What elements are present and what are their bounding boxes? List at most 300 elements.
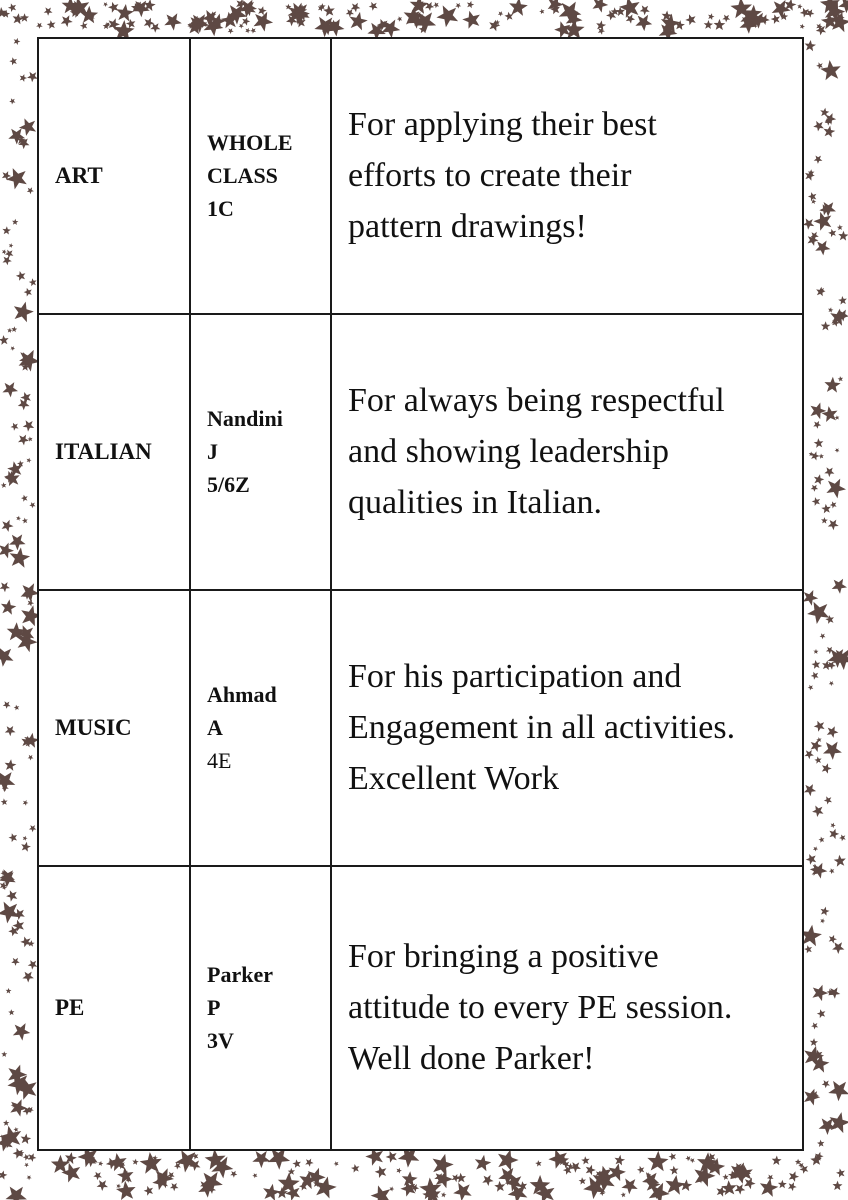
star-icon bbox=[3, 256, 12, 265]
star-icon bbox=[822, 1080, 830, 1088]
student-cell bbox=[190, 38, 331, 314]
star-icon bbox=[621, 1192, 626, 1197]
reason-line: Well done Parker! bbox=[348, 1040, 595, 1078]
star-icon bbox=[19, 118, 36, 135]
star-icon bbox=[144, 1186, 153, 1196]
star-icon bbox=[803, 590, 818, 606]
star-icon bbox=[351, 3, 361, 13]
star-icon bbox=[371, 1185, 391, 1200]
star-icon bbox=[5, 726, 16, 736]
star-icon bbox=[117, 1167, 134, 1183]
star-icon bbox=[8, 1009, 14, 1015]
star-icon bbox=[381, 20, 400, 39]
star-icon bbox=[824, 467, 834, 477]
star-icon bbox=[820, 60, 841, 80]
student-class: 4E bbox=[207, 748, 232, 774]
star-icon bbox=[817, 1140, 824, 1147]
star-icon bbox=[824, 126, 836, 138]
student-name: Ahmad bbox=[207, 682, 277, 708]
star-icon bbox=[29, 825, 37, 832]
subject-cell bbox=[38, 590, 190, 866]
student-initial: CLASS bbox=[207, 163, 278, 189]
star-icon bbox=[811, 740, 823, 752]
star-icon bbox=[14, 909, 25, 920]
star-icon bbox=[813, 121, 824, 131]
star-icon bbox=[268, 1148, 290, 1170]
star-icon bbox=[821, 321, 831, 330]
star-icon bbox=[669, 1153, 677, 1161]
star-icon bbox=[828, 229, 836, 237]
table-row bbox=[38, 38, 803, 314]
star-icon bbox=[838, 296, 847, 305]
star-icon bbox=[821, 517, 828, 524]
star-icon bbox=[829, 681, 834, 686]
table-row bbox=[38, 314, 803, 590]
star-icon bbox=[797, 4, 802, 9]
star-icon bbox=[833, 1181, 843, 1191]
star-icon bbox=[807, 602, 829, 624]
star-icon bbox=[830, 1112, 848, 1133]
star-icon bbox=[6, 890, 17, 901]
star-icon bbox=[5, 250, 14, 259]
star-icon bbox=[834, 855, 846, 867]
star-icon bbox=[817, 1009, 826, 1018]
star-icon bbox=[228, 28, 234, 34]
student-initial: P bbox=[207, 995, 221, 1021]
star-icon bbox=[535, 1160, 542, 1167]
subject-label: ITALIAN bbox=[55, 438, 152, 464]
star-icon bbox=[722, 15, 730, 23]
star-icon bbox=[814, 156, 823, 164]
star-icon bbox=[18, 399, 30, 410]
star-icon bbox=[735, 1184, 746, 1195]
star-icon bbox=[0, 647, 14, 666]
star-icon bbox=[800, 24, 805, 29]
star-icon bbox=[16, 271, 26, 281]
star-icon bbox=[441, 1192, 446, 1198]
star-icon bbox=[808, 192, 817, 201]
star-icon bbox=[27, 187, 34, 194]
star-icon bbox=[820, 633, 826, 639]
star-icon bbox=[44, 7, 53, 15]
star-icon bbox=[21, 842, 31, 852]
star-icon bbox=[14, 38, 21, 45]
star-icon bbox=[61, 15, 73, 27]
star-icon bbox=[14, 302, 34, 323]
star-icon bbox=[0, 1171, 7, 1180]
star-icon bbox=[596, 20, 606, 30]
star-icon bbox=[6, 988, 12, 994]
star-icon bbox=[690, 1158, 695, 1163]
star-icon bbox=[836, 1168, 845, 1177]
star-icon bbox=[708, 13, 714, 20]
star-icon bbox=[0, 582, 10, 592]
star-icon bbox=[27, 458, 32, 463]
star-icon bbox=[498, 11, 503, 16]
star-icon bbox=[350, 12, 368, 31]
star-icon bbox=[0, 543, 14, 559]
reason-line: For his participation and bbox=[348, 658, 682, 696]
subject-cell bbox=[38, 866, 190, 1150]
student-class: 3V bbox=[207, 1028, 234, 1054]
star-icon bbox=[11, 423, 19, 431]
star-icon bbox=[24, 288, 32, 297]
star-icon bbox=[810, 1038, 818, 1046]
star-icon bbox=[482, 1175, 493, 1186]
star-icon bbox=[830, 501, 837, 508]
star-icon bbox=[375, 1166, 387, 1178]
star-icon bbox=[21, 495, 28, 502]
reason-cell bbox=[331, 314, 803, 590]
star-icon bbox=[621, 1178, 637, 1194]
star-icon bbox=[23, 420, 35, 431]
star-icon bbox=[8, 3, 16, 12]
star-icon bbox=[760, 1178, 778, 1197]
reason-line: pattern drawings! bbox=[348, 208, 587, 246]
star-icon bbox=[29, 278, 37, 286]
star-icon bbox=[789, 1171, 799, 1182]
table-row bbox=[38, 866, 803, 1150]
star-icon bbox=[814, 756, 821, 763]
star-icon bbox=[9, 243, 14, 248]
star-icon bbox=[1, 1051, 7, 1057]
star-icon bbox=[97, 1180, 108, 1191]
star-icon bbox=[812, 660, 821, 669]
star-icon bbox=[20, 74, 27, 82]
star-icon bbox=[239, 24, 244, 29]
student-initial: J bbox=[207, 439, 218, 465]
star-icon bbox=[436, 5, 458, 27]
star-icon bbox=[0, 772, 15, 793]
table-row bbox=[38, 590, 803, 866]
star-icon bbox=[581, 1156, 590, 1164]
star-icon bbox=[827, 726, 839, 738]
star-icon bbox=[28, 755, 34, 761]
star-icon bbox=[103, 2, 108, 7]
star-icon bbox=[820, 108, 829, 117]
reason-line: Excellent Work bbox=[348, 760, 559, 798]
star-icon bbox=[811, 672, 819, 680]
star-icon bbox=[812, 985, 828, 1001]
star-icon bbox=[5, 471, 20, 486]
star-icon bbox=[808, 685, 814, 691]
star-icon bbox=[583, 1177, 605, 1199]
star-icon bbox=[453, 1183, 472, 1200]
star-icon bbox=[13, 1023, 31, 1041]
star-icon bbox=[2, 382, 18, 397]
star-icon bbox=[14, 1127, 19, 1132]
reason-line: For always being respectful bbox=[348, 382, 725, 420]
star-icon bbox=[816, 287, 825, 297]
star-icon bbox=[0, 902, 19, 924]
star-icon bbox=[462, 11, 480, 29]
star-icon bbox=[144, 18, 155, 29]
star-icon bbox=[494, 1181, 505, 1192]
star-icon bbox=[386, 1151, 397, 1163]
star-icon bbox=[402, 1171, 418, 1187]
star-icon bbox=[744, 1178, 756, 1190]
star-icon bbox=[832, 579, 847, 594]
star-icon bbox=[831, 823, 836, 829]
star-icon bbox=[12, 219, 18, 225]
star-icon bbox=[2, 520, 14, 532]
star-icon bbox=[823, 742, 842, 760]
star-icon bbox=[116, 4, 134, 21]
star-icon bbox=[665, 1175, 685, 1195]
star-icon bbox=[397, 16, 402, 22]
star-icon bbox=[396, 1168, 402, 1174]
reason-line: For applying their best bbox=[348, 106, 657, 144]
star-icon bbox=[669, 1166, 678, 1175]
star-icon bbox=[626, 14, 635, 23]
star-icon bbox=[498, 1149, 519, 1171]
student-name: Parker bbox=[207, 962, 273, 988]
star-icon bbox=[250, 28, 256, 34]
star-icon bbox=[586, 1165, 596, 1175]
star-icon bbox=[230, 1171, 237, 1178]
student-cell bbox=[190, 314, 331, 590]
star-icon bbox=[23, 800, 29, 806]
star-icon bbox=[11, 326, 17, 332]
star-icon bbox=[829, 829, 839, 839]
star-icon bbox=[20, 13, 29, 22]
star-icon bbox=[93, 1172, 102, 1180]
star-icon bbox=[245, 28, 250, 34]
star-icon bbox=[292, 1159, 301, 1168]
star-icon bbox=[832, 942, 844, 954]
star-icon bbox=[772, 1156, 782, 1166]
star-icon bbox=[704, 20, 713, 29]
star-icon bbox=[805, 40, 816, 51]
star-icon bbox=[346, 9, 354, 17]
star-icon bbox=[489, 20, 500, 32]
star-icon bbox=[593, 0, 609, 13]
star-icon bbox=[812, 806, 823, 818]
star-icon bbox=[9, 57, 17, 65]
star-icon bbox=[806, 854, 817, 865]
star-icon bbox=[647, 1151, 668, 1172]
reason-line: qualities in Italian. bbox=[348, 484, 602, 522]
star-icon bbox=[821, 907, 830, 916]
star-icon bbox=[23, 836, 28, 841]
awards-table bbox=[37, 37, 804, 1151]
student-cell bbox=[190, 590, 331, 866]
star-icon bbox=[811, 451, 820, 460]
star-icon bbox=[10, 346, 15, 351]
star-icon bbox=[36, 23, 43, 29]
star-icon bbox=[829, 935, 837, 944]
star-icon bbox=[822, 763, 832, 773]
star-icon bbox=[5, 759, 17, 771]
star-icon bbox=[334, 1161, 339, 1166]
star-icon bbox=[822, 406, 838, 422]
star-icon bbox=[9, 98, 15, 104]
star-icon bbox=[9, 534, 26, 550]
star-icon bbox=[821, 504, 831, 514]
star-icon bbox=[108, 2, 119, 13]
star-icon bbox=[771, 14, 780, 24]
star-icon bbox=[619, 0, 640, 18]
reason-cell bbox=[331, 866, 803, 1150]
subject-label: MUSIC bbox=[55, 714, 132, 740]
star-icon bbox=[242, 17, 250, 26]
student-cell bbox=[190, 866, 331, 1150]
star-icon bbox=[824, 377, 840, 393]
star-icon bbox=[7, 328, 12, 333]
star-icon bbox=[13, 13, 24, 24]
star-icon bbox=[22, 518, 28, 524]
star-icon bbox=[778, 1180, 787, 1189]
star-icon bbox=[21, 1134, 32, 1145]
star-icon bbox=[835, 448, 840, 453]
star-icon bbox=[814, 438, 824, 448]
star-icon bbox=[150, 23, 160, 33]
star-icon bbox=[505, 12, 514, 21]
star-icon bbox=[47, 20, 56, 29]
star-icon bbox=[811, 1022, 818, 1029]
reason-line: attitude to every PE session. bbox=[348, 989, 733, 1027]
star-icon bbox=[820, 918, 825, 923]
star-icon bbox=[714, 19, 726, 30]
star-icon bbox=[579, 1177, 586, 1184]
student-name: Nandini bbox=[207, 406, 283, 432]
star-icon bbox=[164, 13, 182, 30]
star-icon bbox=[837, 224, 843, 230]
star-icon bbox=[609, 1163, 626, 1181]
star-icon bbox=[804, 1089, 820, 1106]
reason-line: For bringing a positive bbox=[348, 938, 659, 976]
star-icon bbox=[24, 1163, 29, 1168]
star-icon bbox=[828, 1081, 848, 1101]
star-icon bbox=[839, 835, 846, 842]
subject-label: ART bbox=[55, 162, 103, 188]
star-icon bbox=[23, 1154, 29, 1161]
star-icon bbox=[6, 168, 27, 189]
star-icon bbox=[170, 1183, 179, 1191]
reason-cell bbox=[331, 38, 803, 314]
star-icon bbox=[804, 784, 816, 796]
star-icon bbox=[2, 226, 11, 234]
star-icon bbox=[29, 502, 35, 508]
star-icon bbox=[11, 958, 19, 966]
star-icon bbox=[28, 960, 38, 970]
star-icon bbox=[615, 1155, 626, 1166]
student-class: 5/6Z bbox=[207, 472, 250, 498]
star-icon bbox=[389, 1186, 394, 1191]
star-icon bbox=[509, 0, 528, 16]
student-name: WHOLE bbox=[207, 130, 293, 156]
star-icon bbox=[65, 1152, 77, 1164]
star-icon bbox=[835, 415, 840, 420]
reason-line: Engagement in all activities. bbox=[348, 709, 736, 747]
star-icon bbox=[28, 1153, 37, 1162]
star-icon bbox=[811, 485, 819, 492]
star-icon bbox=[828, 520, 839, 531]
star-icon bbox=[826, 479, 846, 499]
star-icon bbox=[27, 1175, 32, 1180]
star-icon bbox=[811, 403, 827, 420]
star-icon bbox=[721, 1180, 736, 1195]
star-icon bbox=[116, 1181, 136, 1200]
star-icon bbox=[814, 474, 824, 485]
star-icon bbox=[132, 1159, 139, 1165]
star-icon bbox=[80, 22, 88, 30]
star-icon bbox=[252, 1173, 257, 1178]
star-icon bbox=[467, 1, 474, 8]
star-icon bbox=[814, 721, 825, 732]
star-icon bbox=[9, 833, 18, 842]
star-icon bbox=[1, 798, 8, 805]
star-icon bbox=[813, 421, 821, 429]
star-icon bbox=[838, 231, 848, 241]
star-icon bbox=[824, 796, 832, 804]
star-icon bbox=[829, 868, 835, 874]
star-icon bbox=[433, 2, 439, 8]
reason-line: efforts to create their bbox=[348, 157, 632, 195]
star-icon bbox=[22, 972, 34, 983]
star-icon bbox=[828, 307, 833, 312]
star-icon bbox=[685, 1156, 691, 1162]
subject-cell bbox=[38, 314, 190, 590]
star-icon bbox=[838, 376, 844, 382]
star-icon bbox=[0, 869, 15, 884]
star-icon bbox=[685, 14, 696, 25]
star-icon bbox=[14, 705, 20, 711]
star-icon bbox=[635, 15, 652, 31]
star-icon bbox=[788, 1182, 797, 1191]
star-icon bbox=[433, 1154, 454, 1176]
reason-line: and showing leadership bbox=[348, 433, 670, 471]
star-icon bbox=[722, 1174, 728, 1180]
star-icon bbox=[815, 241, 830, 256]
star-icon bbox=[819, 837, 825, 843]
star-icon bbox=[539, 9, 544, 14]
star-icon bbox=[1, 599, 16, 614]
star-icon bbox=[252, 1151, 270, 1168]
star-icon bbox=[1, 482, 7, 488]
star-icon bbox=[804, 750, 814, 759]
star-icon bbox=[637, 1166, 644, 1174]
star-icon bbox=[0, 335, 9, 345]
star-icon bbox=[6, 1187, 27, 1200]
student-class: 1C bbox=[207, 196, 234, 222]
star-icon bbox=[16, 516, 21, 521]
star-icon bbox=[18, 435, 29, 446]
star-icon bbox=[475, 1155, 492, 1172]
star-icon bbox=[813, 846, 818, 851]
star-icon bbox=[116, 1184, 121, 1189]
star-icon bbox=[351, 1164, 359, 1173]
star-icon bbox=[813, 649, 818, 654]
star-icon bbox=[369, 2, 378, 11]
star-icon bbox=[174, 1163, 181, 1170]
star-icon bbox=[140, 1152, 162, 1174]
student-initial: A bbox=[207, 715, 223, 741]
star-icon bbox=[816, 62, 823, 69]
star-icon bbox=[305, 1159, 313, 1167]
star-icon bbox=[3, 1120, 9, 1126]
star-icon bbox=[98, 1161, 103, 1166]
star-icon bbox=[812, 497, 820, 506]
reason-cell bbox=[331, 590, 803, 866]
star-icon bbox=[640, 5, 650, 15]
star-icon bbox=[3, 701, 11, 709]
star-icon bbox=[455, 3, 461, 9]
star-icon bbox=[323, 5, 335, 17]
star-icon bbox=[803, 218, 815, 229]
subject-label: PE bbox=[55, 994, 85, 1020]
star-icon bbox=[804, 945, 812, 953]
